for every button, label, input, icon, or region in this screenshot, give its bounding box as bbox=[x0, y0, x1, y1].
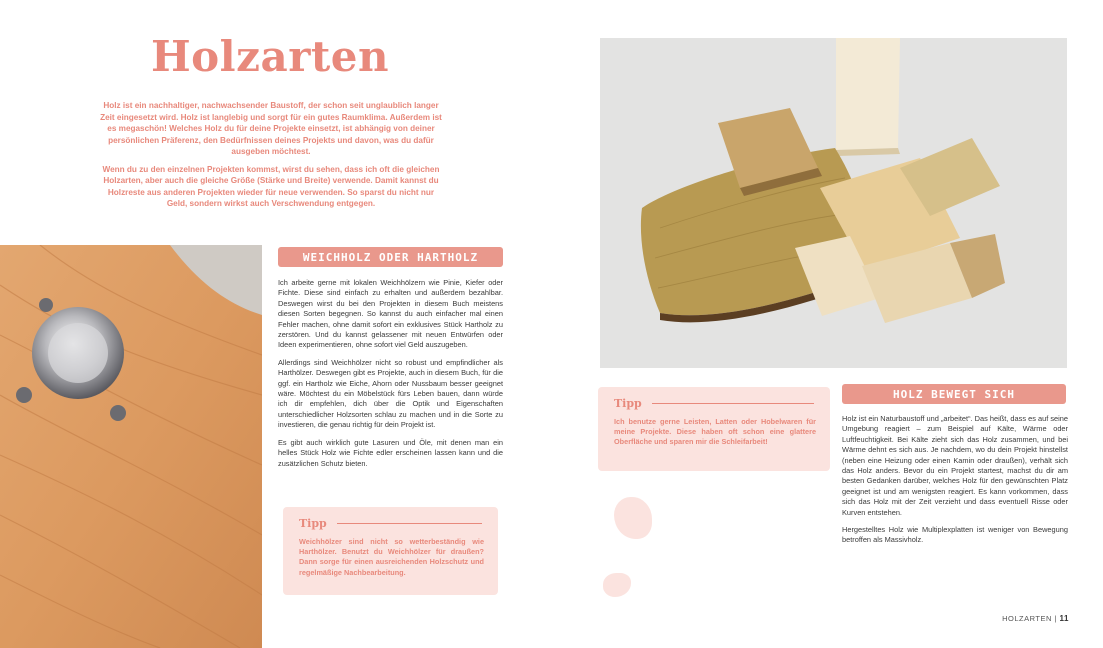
footer-section: HOLZARTEN bbox=[1002, 614, 1052, 623]
body-paragraph: Es gibt auch wirklich gute Lasuren und Öle, mit denen man ein helles Stück Holz wie Fichte edler erscheinen lassen kann und die zusätzlichen Schutz bieten. bbox=[278, 437, 503, 468]
intro-paragraph: Holz ist ein nachhaltiger, nachwachsender Baustoff, der schon seit unglaublich langer Zeit eingesetzt wird. Holz ist langlebig und sorgt für ein gutes Raumklima. Außerdem ist es megaschön! Welches Holz du für deine Projekte einsetzt, ist abhängig von deiner persönlichen Präferenz, den Bedürfnissen deines Projekts und davon, was du dafür ausgeben möchtest. bbox=[100, 101, 442, 156]
tip-header bbox=[614, 397, 814, 410]
wood-slab-photo bbox=[0, 245, 262, 648]
tip-text: Ich benutze gerne Leisten, Latten oder Hobelwaren für meine Projekte. Diese haben oft schon eine glattere Oberfläche und sparen mir die Schleifarbeit! bbox=[614, 417, 816, 447]
page-footer bbox=[1002, 614, 1069, 623]
tip-label: Tipp bbox=[299, 517, 327, 530]
section-heading-text: HOLZ BEWEGT SICH bbox=[893, 387, 1015, 401]
body-paragraph: Allerdings sind Weichhölzer nicht so robust und empfindlicher als Harthölzer. Deswegen gibt es Projekte, auch in diesem Buch, für die ggf. ein Hartholz wie Eiche, Ahorn oder Nussbaum besser geeignet wäre. Möchtest du ein Möbelstück fürs Leben bauen, dann würde ich dir empfehlen, dich über die Optik und Eigenschaften unterschiedlicher Holzsorten schlau zu machen und in die Sorte zu investieren, die genau richtig für dein Projekt ist. bbox=[278, 357, 503, 430]
tip-text: Weichhölzer sind nicht so wetterbeständig wie Harthölzer. Benutzt du Weichhölzer für draußen? Dann sorge für einen ausreichenden Holzschutz und regelmäßige Nachbearbeitung. bbox=[299, 537, 484, 577]
tip-box-slats bbox=[598, 387, 830, 471]
footer-separator: | bbox=[1054, 614, 1057, 623]
decorative-splash bbox=[614, 497, 652, 539]
section-body-softwood-hardwood bbox=[278, 278, 503, 476]
tip-box-weatherproof bbox=[283, 507, 498, 595]
body-paragraph: Holz ist ein Naturbaustoff und „arbeitet“. Das heißt, dass es auf seine Umgebung reagiert – zum Beispiel auf Kälte, Wärme oder Luftfeuchtigkeit. Bei Kälte zieht sich das Holz zusammen, und bei Wärme dehnt es sich aus. Je nachdem, wo du dein Projekt hinstellst (neben eine Heizung oder einen Kamin oder draußen), verhält sich das Holz anders. Bevor du ein Projekt startest, machst du dir am besten Gedanken darüber, welches Holz für den gewünschten Platz geeignet ist und am wenigsten reagiert. Es kann vorkommen, dass sich das Holz mit der Zeit verzieht und dass eventuell Risse oder Kurven entstehen. bbox=[842, 414, 1068, 517]
section-heading-softwood-hardwood bbox=[278, 247, 503, 267]
tip-header bbox=[299, 517, 482, 530]
wood-blocks-photo bbox=[600, 38, 1067, 368]
section-heading-wood-moves bbox=[842, 384, 1066, 404]
tip-label: Tipp bbox=[614, 397, 642, 410]
section-heading-text: WEICHHOLZ ODER HARTHOLZ bbox=[302, 250, 479, 264]
body-paragraph: Hergestelltes Holz wie Multiplexplatten ist weniger von Bewegung betroffen als Massivholz. bbox=[842, 525, 1068, 545]
page-number: 11 bbox=[1059, 614, 1069, 623]
body-paragraph: Ich arbeite gerne mit lokalen Weichhölzern wie Pinie, Kiefer oder Fichte. Diese sind einfach zu erhalten und außerdem bezahlbar. Deswegen wirst du bei den Projekten in diesem Buch meistens diesen Sorten begegnen. So kannst du auch einfacher mal einen Fehler machen, ohne damit sofort ein exklusives Stück Hartholz zu zerstören. Und du kannst gelassener mit neuen Entwürfen oder Ideen experimentieren, ohne sofort viel Geld auszugeben. bbox=[278, 278, 503, 350]
page-title: Holzarten bbox=[150, 32, 389, 81]
intro-text bbox=[98, 100, 444, 216]
tip-divider bbox=[652, 403, 814, 404]
decorative-splash bbox=[603, 573, 631, 597]
intro-paragraph: Wenn du zu den einzelnen Projekten kommst, wirst du sehen, dass ich oft die gleichen Holzarten, aber auch die gleiche Größe (Stärke und Breite) verwende. Damit kannst du Holzreste aus anderen Projekten wieder für neue verwenden. So sparst du nicht nur Geld, sondern wirkst auch Verschwendung entgegen. bbox=[102, 164, 440, 208]
tip-divider bbox=[337, 523, 482, 524]
section-body-wood-moves bbox=[842, 414, 1068, 553]
